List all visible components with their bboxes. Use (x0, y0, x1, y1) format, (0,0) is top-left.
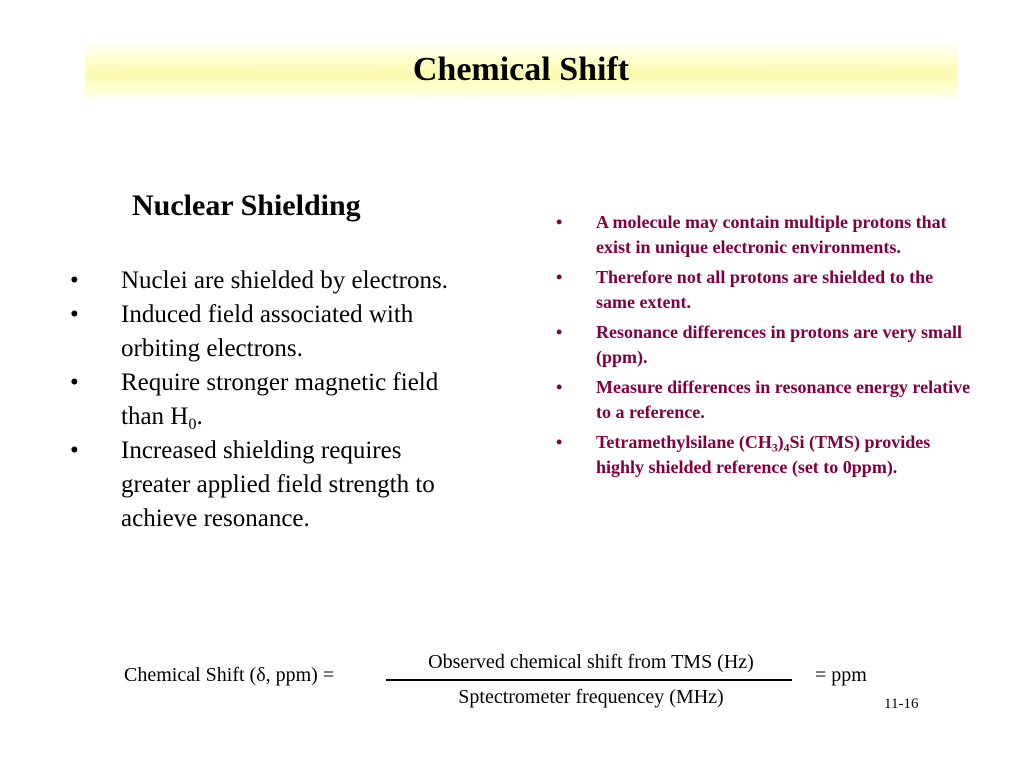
list-item-text: A molecule may contain multiple protons that exist in unique electronic environments. (596, 212, 947, 257)
bullet-icon: • (556, 212, 563, 232)
slide-number: 11-16 (884, 696, 919, 712)
list-item-text: Nuclei are shielded by electrons. (121, 267, 448, 294)
list-item (556, 375, 976, 425)
subscript: 0 (188, 414, 197, 433)
list-item-text: Resonance differences in protons are very small (ppm). (596, 322, 962, 367)
slide-title: Chemical Shift (412, 51, 630, 88)
title-band (85, 40, 957, 102)
subscript: 4 (783, 441, 790, 455)
list-item (556, 320, 976, 370)
bullet-icon: • (556, 432, 563, 452)
formula-denominator: Sptectrometer frequencey (MHz) (458, 686, 724, 708)
left-heading: Nuclear Shielding (132, 189, 361, 222)
list-item-text-end: Si (TMS) provides highly shielded reference (set to 0ppm). (596, 432, 931, 477)
list-item (556, 210, 976, 260)
list-item-text: Induced field associated with orbiting electrons. (121, 301, 414, 362)
bullet-icon: • (70, 301, 79, 328)
formula-label: Chemical Shift (δ, ppm) = (124, 664, 335, 686)
bullet-icon: • (556, 377, 563, 397)
list-item (70, 434, 470, 536)
formula-result: = ppm (815, 664, 867, 686)
fraction-line (386, 679, 792, 681)
bullet-icon: • (70, 267, 79, 294)
left-bullet-list (70, 264, 470, 536)
list-item-text: Therefore not all protons are shielded to the same extent. (596, 267, 934, 312)
list-item (556, 430, 976, 480)
list-item-text-end: . (196, 403, 203, 430)
bullet-icon: • (556, 322, 563, 342)
subscript: 3 (771, 441, 778, 455)
list-item-text: Measure differences in resonance energy relative to a reference. (596, 377, 971, 422)
bullet-icon: • (556, 267, 563, 287)
formula-numerator: Observed chemical shift from TMS (Hz) (428, 651, 754, 673)
list-item-text: Increased shielding requires greater applied field strength to achieve resonance. (121, 437, 435, 532)
list-item (70, 264, 470, 298)
list-item-text: Tetramethylsilane (CH (596, 432, 772, 452)
list-item-text: Require stronger magnetic field than H (121, 369, 439, 430)
bullet-icon: • (70, 369, 79, 396)
list-item-text-part: ) (777, 432, 784, 452)
list-item (70, 298, 470, 366)
list-item (556, 265, 976, 315)
bullet-icon: • (70, 437, 79, 464)
list-item (70, 366, 470, 434)
right-bullet-list (556, 210, 976, 485)
